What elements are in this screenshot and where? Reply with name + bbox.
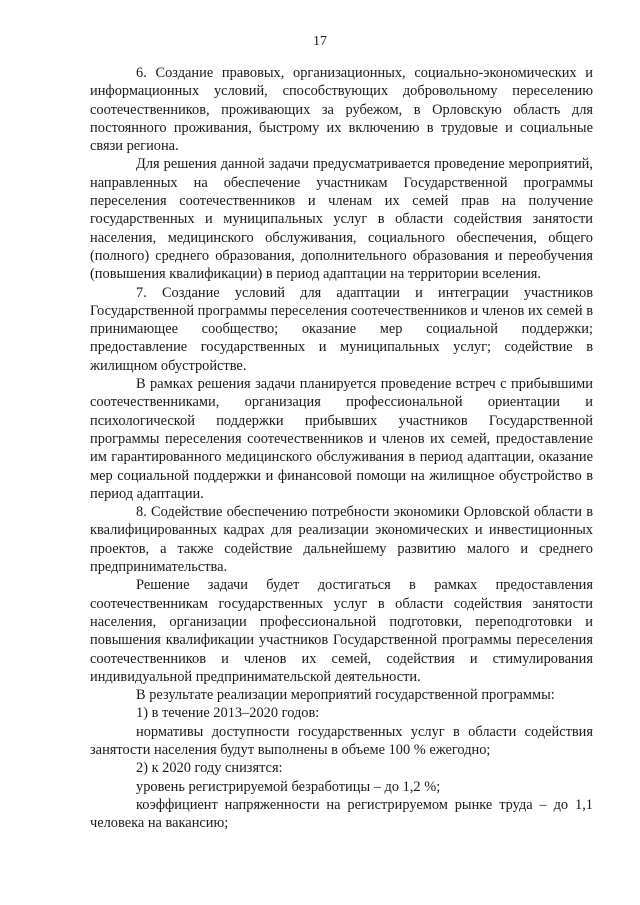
paragraph-results-by-2020: 2) к 2020 году снизятся: [136, 760, 283, 777]
paragraph-task-7-description: В рамках решения задачи планируется проведение встреч с прибывшими соотечественниками, организация профессиональной ориентации и психологической поддержки прибывших участников Государственной программы переселения соотечественников и членов их семей, предоставление им гарантированного медицинского обслуживания в период адаптации, оказание мер социальной поддержки и финансовой помощи на жилищное обустройство в период адаптации. [90, 376, 593, 502]
paragraph-item-8: 8. Содействие обеспечению потребности экономики Орловской области в квалифицированных кадрах для реализации экономических и инвестиционных проектов, а также содействие дальнейшему развитию малого и среднего предпринимательства. [90, 504, 593, 576]
paragraph-task-8-description: Решение задачи будет достигаться в рамках предоставления соотечественникам государственных услуг в области содействия занятости населения, организации профессиональной подготовки, переподготовки и повышения квалификации участников Государственной программы переселения соотечественников и членов их семей, содействия и стимулирования индивидуальной предпринимательской деятельности. [90, 577, 593, 685]
paragraph-task-6-description: Для решения данной задачи предусматривается проведение мероприятий, направленных на обеспечение участникам Государственной программы переселения соотечественников и членам их семей прав на получение государственных и муниципальных услуг в области содействия занятости населения, медицинского обслуживания, социального обеспечения, общего (полного) среднего образования, дополнительного образования и переобучения (повышения квалификации) в период адаптации на территории вселения. [90, 156, 593, 283]
document-body [90, 64, 593, 832]
paragraph-unemployment-level: уровень регистрируемой безработицы – до 1,2 %; [136, 778, 441, 795]
paragraph-results-period: 1) в течение 2013–2020 годов: [136, 705, 320, 722]
page-number: 17 [313, 34, 327, 49]
paragraph-results-intro: В результате реализации мероприятий государственной программы: [136, 687, 555, 704]
paragraph-item-6: 6. Создание правовых, организационных, социально-экономических и информационных условий, способствующих добровольному переселению соотечественников, проживающих за рубежом, в Орловскую область для постоянного проживания, быстрому их включению в трудовые и социальные связи региона. [90, 65, 593, 155]
paragraph-item-7: 7. Создание условий для адаптации и интеграции участников Государственной программы переселения соотечественников и членов их семей в принимающее сообщество; оказание мер социальной поддержки; предоставление государственных и муниципальных услуг; содействие в жилищном обустройстве. [90, 284, 593, 374]
paragraph-results-norms: нормативы доступности государственных услуг в области содействия занятости населения будут выполнены в объеме 100 % ежегодно; [90, 723, 593, 758]
paragraph-tension-coefficient: коэффициент напряженности на регистрируемом рынке труда – до 1,1 человека на вакансию; [90, 796, 593, 832]
